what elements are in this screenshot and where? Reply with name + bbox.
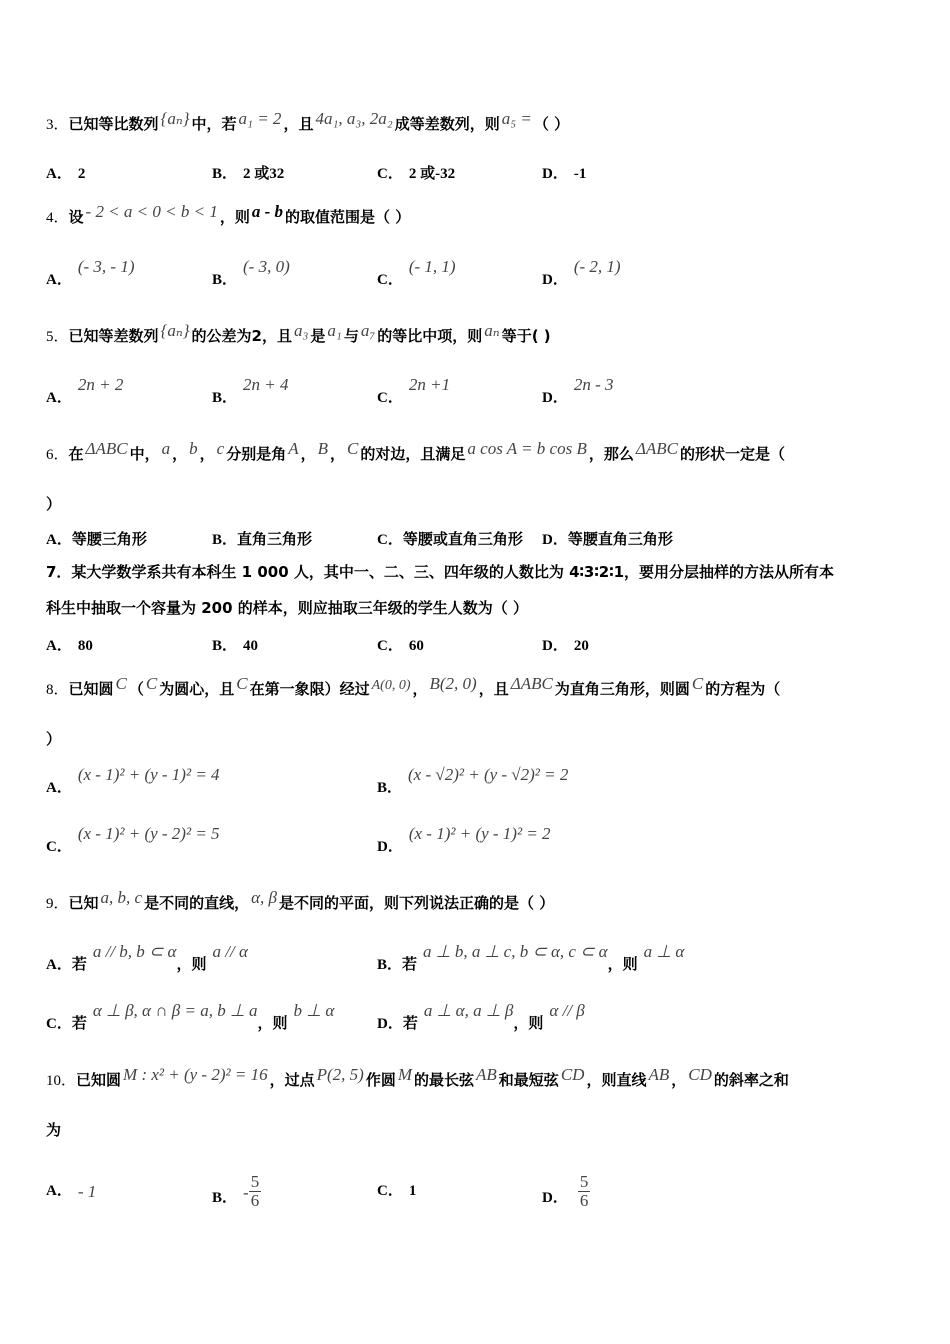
option-d <box>377 1001 585 1033</box>
option-d <box>542 634 589 655</box>
question-10-options <box>46 1172 916 1210</box>
option-d <box>542 1172 590 1216</box>
question-text: 作圆 <box>365 1071 396 1089</box>
math-expression: M : x² + (y - 2)² = 16 <box>123 1065 268 1084</box>
option-label: B． <box>212 272 238 288</box>
option-label: C． <box>377 272 403 288</box>
question-text: 已知圆 <box>68 680 114 698</box>
option-d <box>542 375 614 407</box>
option-math: (x - 1)² + (y - 2)² = 5 <box>77 824 220 843</box>
option-label: C． <box>377 390 403 406</box>
question-text: 为直角三角形，则圆 <box>554 680 690 698</box>
option-c <box>377 528 523 549</box>
math-expression: a₅ = <box>501 109 532 128</box>
option-label: A． <box>46 1183 72 1199</box>
option-label: B． <box>212 166 238 182</box>
question-text: ， <box>172 445 188 463</box>
option-math: - 1 <box>77 1182 97 1201</box>
option-label: D． <box>377 1016 403 1032</box>
option-label: A． <box>46 638 72 654</box>
option-b <box>212 1172 261 1216</box>
fraction-numerator: 5 <box>250 1172 260 1191</box>
math-expression: {aₙ} <box>160 321 190 340</box>
math-expression: {aₙ} <box>160 109 190 128</box>
option-d <box>542 257 621 289</box>
question-text: （ ） <box>533 115 570 133</box>
question-10 <box>46 1065 910 1091</box>
option-text: 若 <box>71 955 87 973</box>
question-number: 8． <box>46 682 69 698</box>
option-text: 2 或-32 <box>408 166 456 182</box>
option-math: (- 3, 0) <box>243 257 290 276</box>
question-text: 等于( ) <box>501 327 551 345</box>
math-expression: CD <box>560 1065 585 1084</box>
question-6-continuation <box>46 494 910 514</box>
question-5 <box>46 321 910 347</box>
math-expression: A <box>288 439 299 458</box>
question-6 <box>46 439 910 465</box>
question-text: 和最短弦 <box>498 1071 559 1089</box>
option-text: 40 <box>243 638 259 654</box>
option-math: α ⊥ β, α ∩ β = a, b ⊥ a <box>92 1001 258 1020</box>
question-text: 分别是角 <box>226 445 287 463</box>
math-expression: 4a₁, a₃, 2a₂ <box>315 109 393 128</box>
question-text: 的形状一定是（ <box>679 445 785 463</box>
option-text: ，则 <box>176 955 207 973</box>
option-label: B． <box>212 1190 238 1206</box>
question-4 <box>46 202 910 228</box>
math-expression: C <box>236 674 248 693</box>
question-text: 中，若 <box>191 115 237 133</box>
question-3 <box>46 109 910 135</box>
question-text: 是不同的平面，则下列说法正确的是（ ） <box>278 894 555 912</box>
question-7-line-1: 7．某大学数学系共有本科生 1 000 人，其中一、二、三、四年级的人数比为 4∶3∶2∶1，要用分层抽样的方法从所有本 <box>46 563 835 581</box>
option-a <box>46 1179 96 1200</box>
option-math: 2n + 4 <box>243 375 289 394</box>
option-label: B． <box>212 532 238 548</box>
math-expression: - 2 < a < 0 < b < 1 <box>85 202 218 221</box>
option-text: 直角三角形 <box>237 530 313 548</box>
math-expression: A(0, 0) <box>371 678 411 693</box>
option-label: D． <box>542 532 568 548</box>
option-b <box>377 765 569 797</box>
question-7-line-2: 科生中抽取一个容量为 200 的样本，则应抽取三年级的学生人数为（ ） <box>46 599 528 617</box>
math-expression: C <box>347 439 359 458</box>
question-text: 已知圆 <box>76 1071 122 1089</box>
option-text: 80 <box>77 638 93 654</box>
option-label: B． <box>212 390 238 406</box>
option-math: a ⊥ b, a ⊥ c, b ⊂ α, c ⊂ α <box>423 942 608 961</box>
option-text: 20 <box>573 638 589 654</box>
question-text: 为 <box>46 1121 62 1139</box>
math-expression: a - b <box>251 202 284 221</box>
fraction-denominator: 6 <box>579 1191 589 1210</box>
option-label: C． <box>46 839 72 855</box>
math-expression: a, b, c <box>100 888 143 907</box>
math-expression: a₁ = 2 <box>238 109 282 128</box>
option-label: B． <box>212 638 238 654</box>
question-8-continuation <box>46 729 910 749</box>
math-expression: a cos A = b cos B <box>467 439 587 458</box>
option-math: b ⊥ α <box>293 1001 335 1020</box>
option-label: A． <box>46 166 72 182</box>
question-text: 的方程为（ <box>705 680 781 698</box>
option-math: a ⊥ α <box>643 942 685 961</box>
option-text: 若 <box>402 955 418 973</box>
math-expression: B(2, 0) <box>429 674 477 693</box>
question-text: 成等差数列，则 <box>394 115 500 133</box>
option-math: (x - √2)² + (y - √2)² = 2 <box>408 765 569 784</box>
option-b <box>212 162 284 183</box>
option-text: 1 <box>408 1183 417 1199</box>
option-label: B． <box>377 957 403 973</box>
question-text: 的等比中项，则 <box>377 327 483 345</box>
option-label: C． <box>377 638 403 654</box>
option-c <box>46 1001 335 1033</box>
question-text: ， <box>671 1071 687 1089</box>
option-label: D． <box>542 390 568 406</box>
option-math: (- 1, 1) <box>408 257 456 276</box>
question-text: 为圆心，且 <box>159 680 235 698</box>
question-text: 的对边，且满足 <box>360 445 466 463</box>
question-text: 已知等差数列 <box>68 327 159 345</box>
question-text: ， <box>300 445 316 463</box>
math-expression: a <box>161 439 171 458</box>
option-a <box>46 634 93 655</box>
math-expression: C <box>145 674 158 693</box>
question-text: ） <box>46 495 62 513</box>
question-number: 3． <box>46 117 69 133</box>
question-text: 设 <box>68 208 84 226</box>
option-c <box>377 257 456 289</box>
question-text: 已知 <box>68 894 99 912</box>
question-8 <box>46 674 910 701</box>
option-b <box>212 257 290 289</box>
option-b <box>212 634 258 655</box>
math-expression: a₁ <box>327 321 342 340</box>
question-text: 在第一象限）经过 <box>249 680 370 698</box>
question-9-options-row-2 <box>46 1001 916 1042</box>
question-number: 9． <box>46 896 69 912</box>
question-8-options-row-1 <box>46 765 916 806</box>
question-7-options <box>46 634 916 664</box>
option-label: A． <box>46 957 72 973</box>
option-label: D． <box>542 166 568 182</box>
math-expression: ΔABC <box>85 439 128 458</box>
option-label: B． <box>377 780 403 796</box>
question-number: 4． <box>46 210 69 226</box>
question-text: 是 <box>310 327 326 345</box>
option-text: ，则 <box>257 1014 288 1032</box>
option-label: C． <box>46 1016 72 1032</box>
question-text: ，且 <box>478 680 509 698</box>
option-label: D． <box>542 1190 568 1206</box>
math-expression: AB <box>648 1065 670 1084</box>
option-b <box>377 942 685 974</box>
question-text: ，则直线 <box>586 1071 647 1089</box>
option-math: (- 2, 1) <box>573 257 621 276</box>
option-text: 60 <box>408 638 424 654</box>
option-a <box>46 162 85 183</box>
fraction-denominator: 6 <box>250 1191 260 1210</box>
math-expression: CD <box>688 1065 712 1084</box>
option-math: 2n +1 <box>408 375 451 394</box>
fraction-numerator: 5 <box>579 1172 589 1191</box>
option-c <box>46 824 220 856</box>
option-text: 若 <box>71 1014 87 1032</box>
option-d <box>542 162 586 183</box>
question-4-options <box>46 257 916 298</box>
option-math: a // α <box>212 942 248 961</box>
question-text: ，那么 <box>588 445 634 463</box>
option-b <box>212 375 289 407</box>
fraction <box>578 1173 591 1210</box>
option-label: A． <box>46 532 72 548</box>
math-expression: AB <box>476 1065 497 1084</box>
question-text: ，且 <box>283 115 314 133</box>
question-text: （ <box>128 680 144 698</box>
option-label: C． <box>377 532 403 548</box>
math-expression: ΔABC <box>510 674 553 693</box>
question-text: ，过点 <box>269 1071 315 1089</box>
question-9 <box>46 888 910 914</box>
option-text: 等腰直角三角形 <box>567 530 673 548</box>
option-math: - <box>243 1183 249 1202</box>
math-expression: M <box>397 1065 412 1084</box>
question-text: 的斜率之和 <box>713 1071 789 1089</box>
math-expression: a₇ <box>360 321 376 340</box>
option-label: C． <box>377 1183 403 1199</box>
option-math: α // β <box>549 1001 585 1020</box>
question-number: 5． <box>46 329 69 345</box>
question-text: 已知等比数列 <box>68 115 159 133</box>
question-text: 的取值范围是（ ） <box>285 208 411 226</box>
option-a <box>46 765 220 797</box>
option-a <box>46 528 147 549</box>
option-math: a // b, b ⊂ α <box>92 942 177 961</box>
option-c <box>377 162 455 183</box>
option-text: 2 <box>77 166 86 182</box>
math-expression: b <box>189 439 198 458</box>
question-text: ，则 <box>219 208 250 226</box>
question-3-options <box>46 162 916 192</box>
math-expression: a₃ <box>293 321 309 340</box>
option-label: D． <box>377 839 403 855</box>
option-text: 2 或32 <box>243 166 285 182</box>
option-label: A． <box>46 780 72 796</box>
option-label: D． <box>542 638 568 654</box>
option-math: (- 3, - 1) <box>77 257 135 276</box>
math-expression: aₙ <box>484 321 500 340</box>
option-text: 等腰或直角三角形 <box>402 530 523 548</box>
option-text: ，则 <box>607 955 638 973</box>
option-label: D． <box>542 272 568 288</box>
question-text: 是不同的直线， <box>144 894 250 912</box>
math-expression: P(2, 5) <box>316 1065 364 1084</box>
question-text: 的公差为2，且 <box>191 327 292 345</box>
option-math: 2n + 2 <box>77 375 124 394</box>
question-9-options-row-1 <box>46 942 916 983</box>
question-5-options <box>46 375 916 416</box>
option-label: C． <box>377 166 403 182</box>
question-text: 与 <box>343 327 359 345</box>
option-math: (x - 1)² + (y - 1)² = 4 <box>77 765 220 784</box>
option-text: ，则 <box>513 1014 544 1032</box>
math-expression: B <box>317 439 329 458</box>
option-text: 若 <box>402 1014 418 1032</box>
math-expression: C <box>115 674 127 693</box>
option-label: A． <box>46 390 72 406</box>
math-expression: c <box>216 439 225 458</box>
option-text: -1 <box>573 166 587 182</box>
option-math: (x - 1)² + (y - 1)² = 2 <box>408 824 551 843</box>
option-c <box>377 375 451 407</box>
fraction <box>249 1173 262 1210</box>
option-c <box>377 1179 416 1200</box>
question-text: 在 <box>68 445 84 463</box>
question-text: ， <box>412 680 428 698</box>
option-math: 2n - 3 <box>573 375 614 394</box>
math-expression: ΔABC <box>635 439 678 458</box>
option-a <box>46 257 135 289</box>
math-expression: α, β <box>251 888 277 907</box>
question-6-options <box>46 528 916 558</box>
math-expression: C <box>691 674 704 693</box>
question-number: 6． <box>46 447 69 463</box>
option-c <box>377 634 424 655</box>
option-d <box>542 528 673 549</box>
question-10-continuation <box>46 1120 910 1140</box>
question-text: 中， <box>129 445 160 463</box>
question-8-options-row-2 <box>46 824 916 865</box>
option-label: A． <box>46 272 72 288</box>
question-text: ， <box>199 445 215 463</box>
option-math: a ⊥ α, a ⊥ β <box>423 1001 514 1020</box>
option-b <box>212 528 312 549</box>
question-text: 的最长弦 <box>414 1071 475 1089</box>
question-text: ， <box>330 445 346 463</box>
option-d <box>377 824 551 856</box>
option-a <box>46 375 124 407</box>
question-text: ） <box>46 730 62 748</box>
option-a <box>46 942 248 974</box>
option-text: 等腰三角形 <box>71 530 147 548</box>
question-number: 10． <box>46 1073 77 1089</box>
